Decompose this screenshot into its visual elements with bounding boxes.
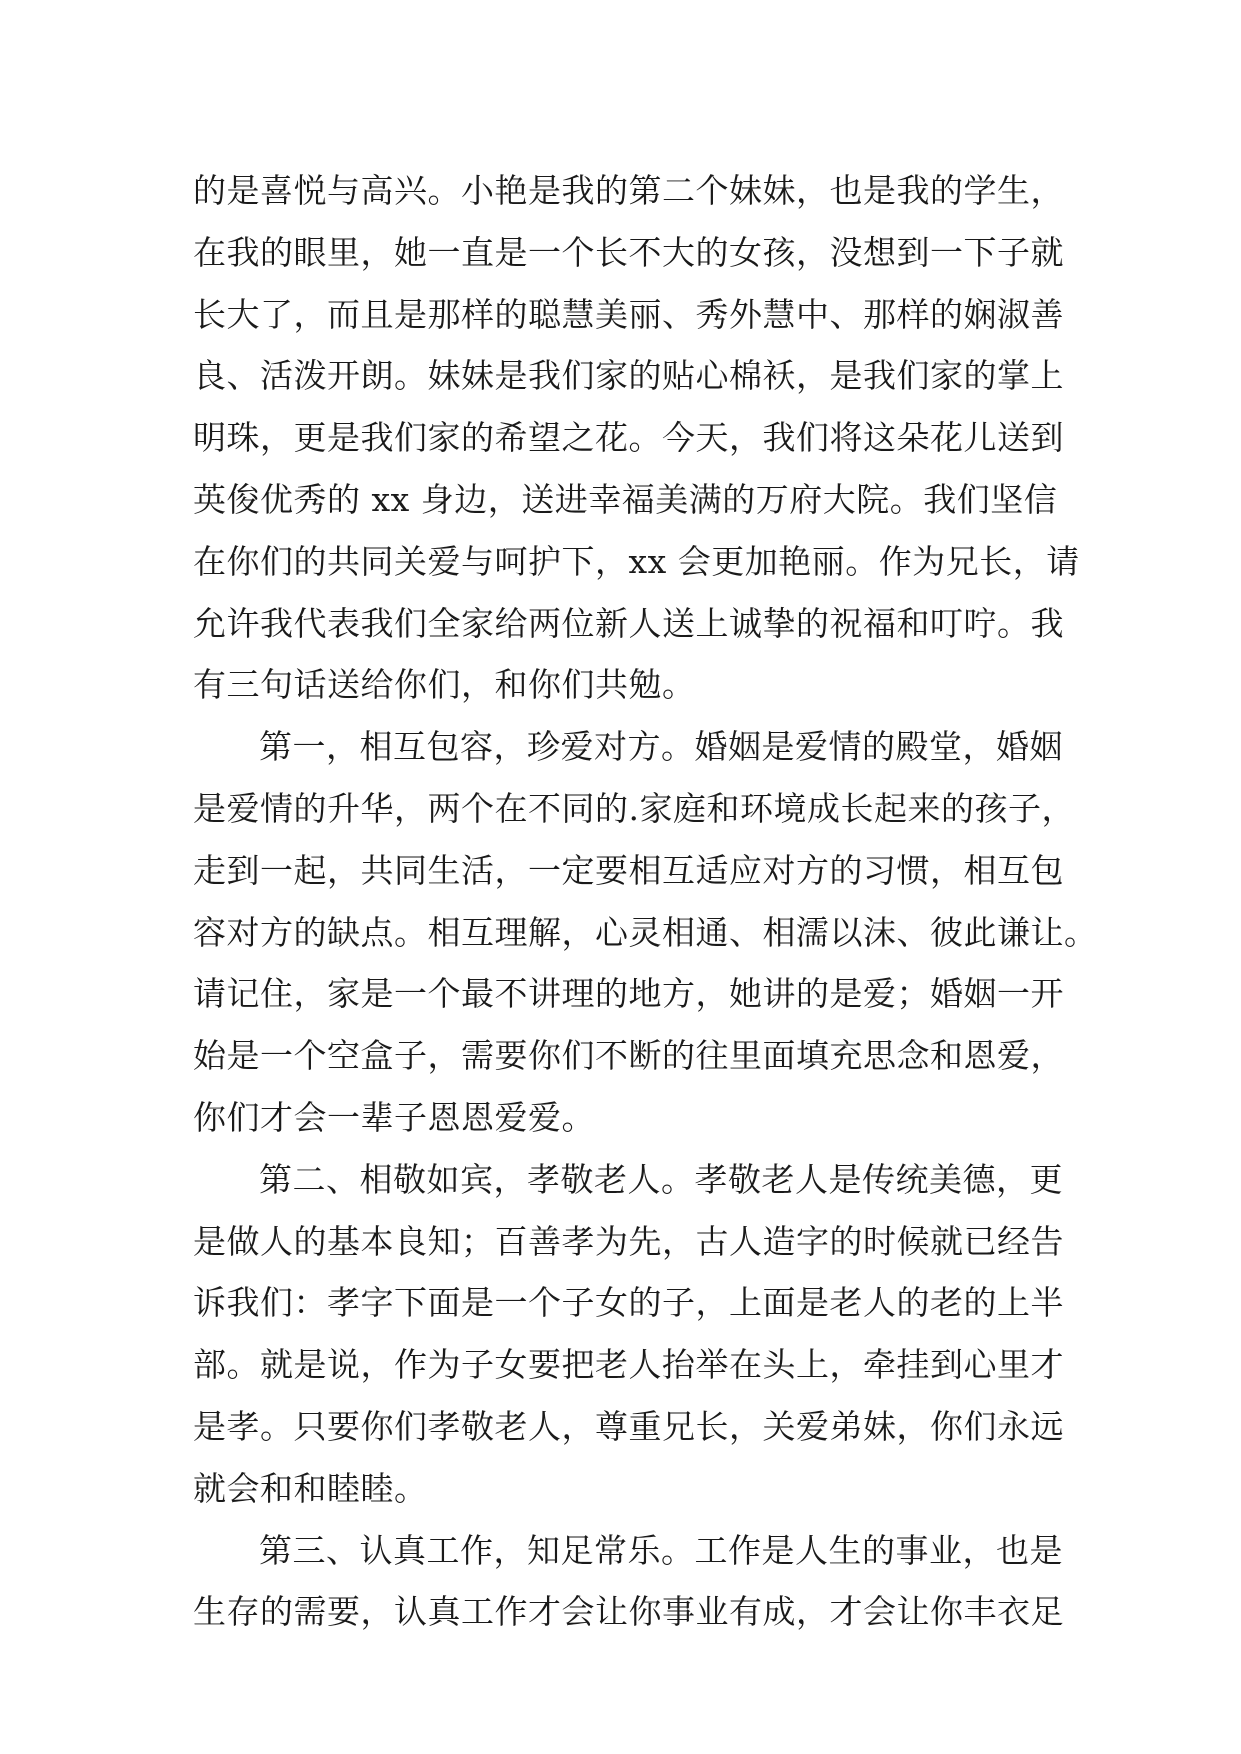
text-line: 英俊优秀的 xx 身边，送进幸福美满的万府大院。我们坚信 (193, 479, 1058, 519)
text-line: 第三、认真工作，知足常乐。工作是人生的事业，也是 (259, 1530, 1063, 1570)
text-line: 允许我代表我们全家给两位新人送上诚挚的祝福和叮咛。我 (193, 603, 1064, 643)
text-line: 第一，相互包容，珍爱对方。婚姻是爱情的殿堂，婚姻 (259, 727, 1063, 767)
text-line: 是孝。只要你们孝敬老人，尊重兄长，关爱弟妹，你们永远 (193, 1406, 1064, 1446)
text-line: 容对方的缺点。相互理解，心灵相通、相濡以沫、彼此谦让。 (193, 912, 1098, 952)
text-line: 走到一起，共同生活，一定要相互适应对方的习惯，相互包 (193, 850, 1064, 890)
text-line: 良、活泼开朗。妹妹是我们家的贴心棉袄，是我们家的掌上 (193, 356, 1064, 396)
text-line: 请记住，家是一个最不讲理的地方，她讲的是爱；婚姻一开 (193, 974, 1064, 1014)
text-line: 就会和和睦睦。 (193, 1468, 428, 1508)
paragraph-3 (193, 1149, 1064, 1520)
text-line: 部。就是说，作为子女要把老人抬举在头上，牵挂到心里才 (193, 1345, 1064, 1385)
text-line: 有三句话送给你们，和你们共勉。 (193, 665, 696, 705)
text-line: 你们才会一辈子恩恩爱爱。 (193, 1097, 595, 1137)
text-line: 诉我们：孝字下面是一个子女的子，上面是老人的老的上半 (193, 1283, 1064, 1323)
text-line: 明珠，更是我们家的希望之花。今天，我们将这朵花儿送到 (193, 418, 1064, 458)
text-line: 是做人的基本良知；百善孝为先，古人造字的时候就已经告 (193, 1221, 1064, 1261)
text-line: 生存的需要，认真工作才会让你事业有成，才会让你丰衣足 (193, 1592, 1064, 1632)
body-text (193, 160, 1098, 1643)
text-line: 第二、相敬如宾，孝敬老人。孝敬老人是传统美德，更 (259, 1159, 1063, 1199)
text-line: 在你们的共同关爱与呵护下，xx 会更加艳丽。作为兄长，请 (193, 541, 1080, 581)
paragraph-1 (193, 160, 1080, 716)
text-line: 是爱情的升华，两个在不同的.家庭和环境成长起来的孩子， (193, 788, 1075, 828)
text-line: 在我的眼里，她一直是一个长不大的女孩，没想到一下子就 (193, 232, 1064, 272)
paragraph-2 (193, 716, 1098, 1149)
text-line: 始是一个空盒子，需要你们不断的往里面填充思念和恩爱， (193, 1036, 1064, 1076)
text-line: 的是喜悦与高兴。小艳是我的第二个妹妹，也是我的学生， (193, 171, 1064, 210)
text-line: 长大了，而且是那样的聪慧美丽、秀外慧中、那样的娴淑善 (193, 294, 1064, 334)
paragraph-4 (193, 1520, 1064, 1644)
